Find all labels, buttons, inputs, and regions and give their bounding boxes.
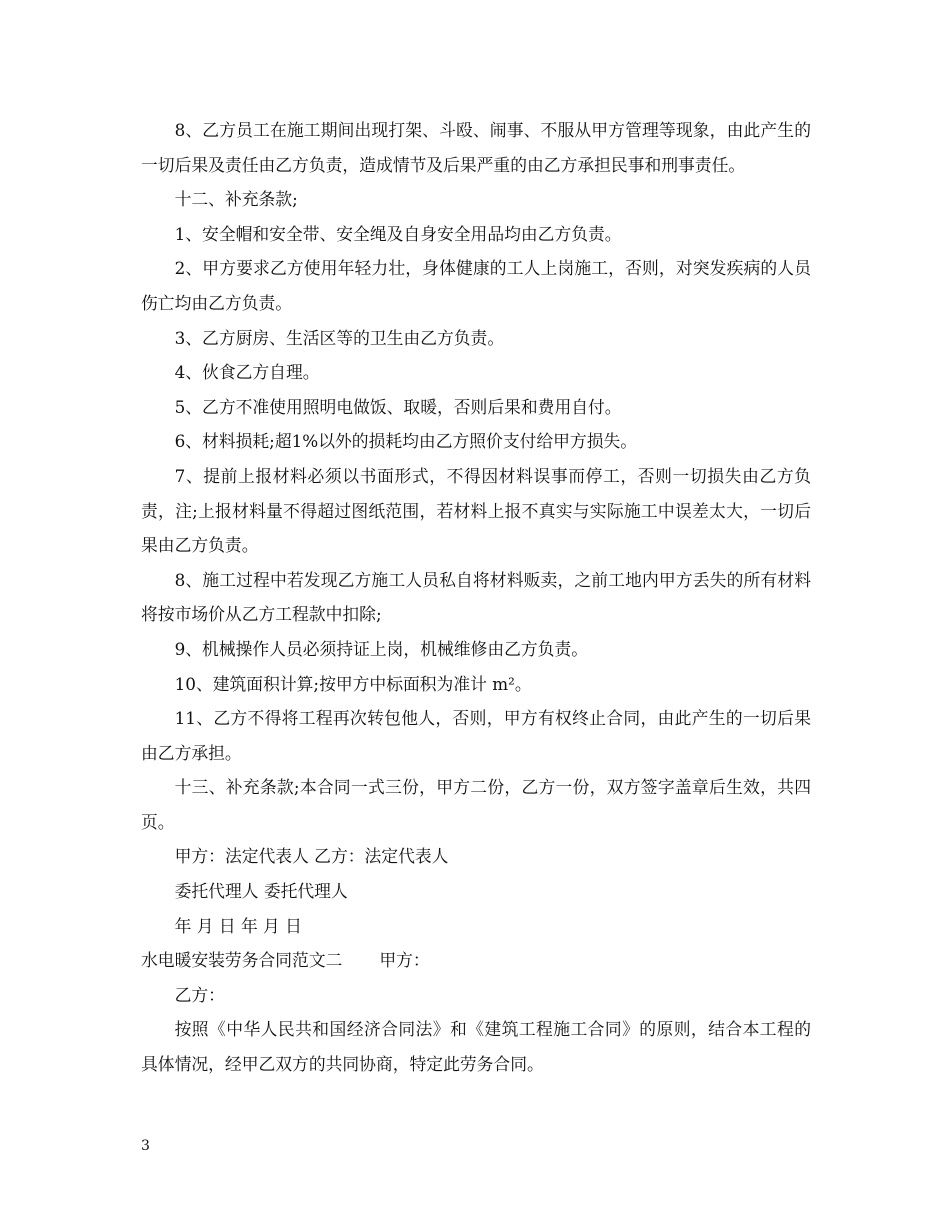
closing-paragraph: 按照《中华人民共和国经济合同法》和《建筑工程施工合同》的原则，结合本工程的具体情况，经甲乙双方的共同协商，特定此劳务合同。	[141, 1019, 811, 1075]
paragraph-item-9: 9、机械操作人员必须持证上岗，机械维修由乙方负责。	[174, 638, 589, 659]
paragraph-clause-8-discipline: 8、乙方员工在施工期间出现打架、斗殴、闹事、不服从甲方管理等现象，由此产生的一切后果及责任由乙方负责，造成情节及后果严重的由乙方承担民事和刑事责任。	[141, 120, 811, 175]
paragraph-item-2: 2、甲方要求乙方使用年轻力壮，身体健康的工人上岗施工，否则，对突发疾病的人员伤亡均由乙方负责。	[141, 258, 811, 313]
paragraph-item-11: 11、乙方不得将工程再次转包他人，否则，甲方有权终止合同，由此产生的一切后果由乙方承担。	[141, 708, 811, 763]
paragraph-item-6: 6、材料损耗;超1%以外的损耗均由乙方照价支付给甲方损失。	[174, 431, 638, 452]
signature-representatives: 甲方：法定代表人 乙方：法定代表人	[174, 846, 449, 867]
party-a-label: 甲方：	[379, 950, 430, 971]
second-contract-title: 水电暖安装劳务合同范文二	[141, 950, 343, 971]
paragraph-item-1: 1、安全帽和安全带、安全绳及自身安全用品均由乙方负责。	[174, 223, 622, 244]
paragraph-item-5: 5、乙方不准使用照明电做饭、取暖，否则后果和费用自付。	[174, 396, 622, 417]
paragraph-item-10: 10、建筑面积计算;按甲方中标面积为准计 m²。	[174, 673, 532, 694]
signature-agents: 委托代理人 委托代理人	[174, 881, 348, 902]
heading-section-12: 十二、补充条款;	[174, 189, 298, 210]
document-body	[141, 113, 811, 1082]
paragraph-item-8: 8、施工过程中若发现乙方施工人员私自将材料贩卖，之前工地内甲方丢失的所有材料将按市场价从乙方工程款中扣除;	[141, 569, 811, 625]
paragraph-item-7: 7、提前上报材料必须以书面形式，不得因材料误事而停工，否则一切损失由乙方负责，注;上报材料量不得超过图纸范围，若材料上报不真实与实际施工中误差太大，一切后果由乙方负责。	[141, 465, 811, 556]
heading-section-13: 十三、补充条款;本合同一式三份，甲方二份，乙方一份，双方签字盖章后生效，共四页。	[141, 777, 811, 832]
second-contract-title-line	[141, 943, 811, 978]
party-b-label: 乙方：	[174, 984, 225, 1005]
paragraph-item-3: 3、乙方厨房、生活区等的卫生由乙方负责。	[174, 327, 505, 348]
page-number: 3	[141, 1138, 150, 1154]
signature-dates: 年 月 日 年 月 日	[174, 915, 302, 936]
paragraph-item-4: 4、伙食乙方自理。	[174, 362, 320, 383]
